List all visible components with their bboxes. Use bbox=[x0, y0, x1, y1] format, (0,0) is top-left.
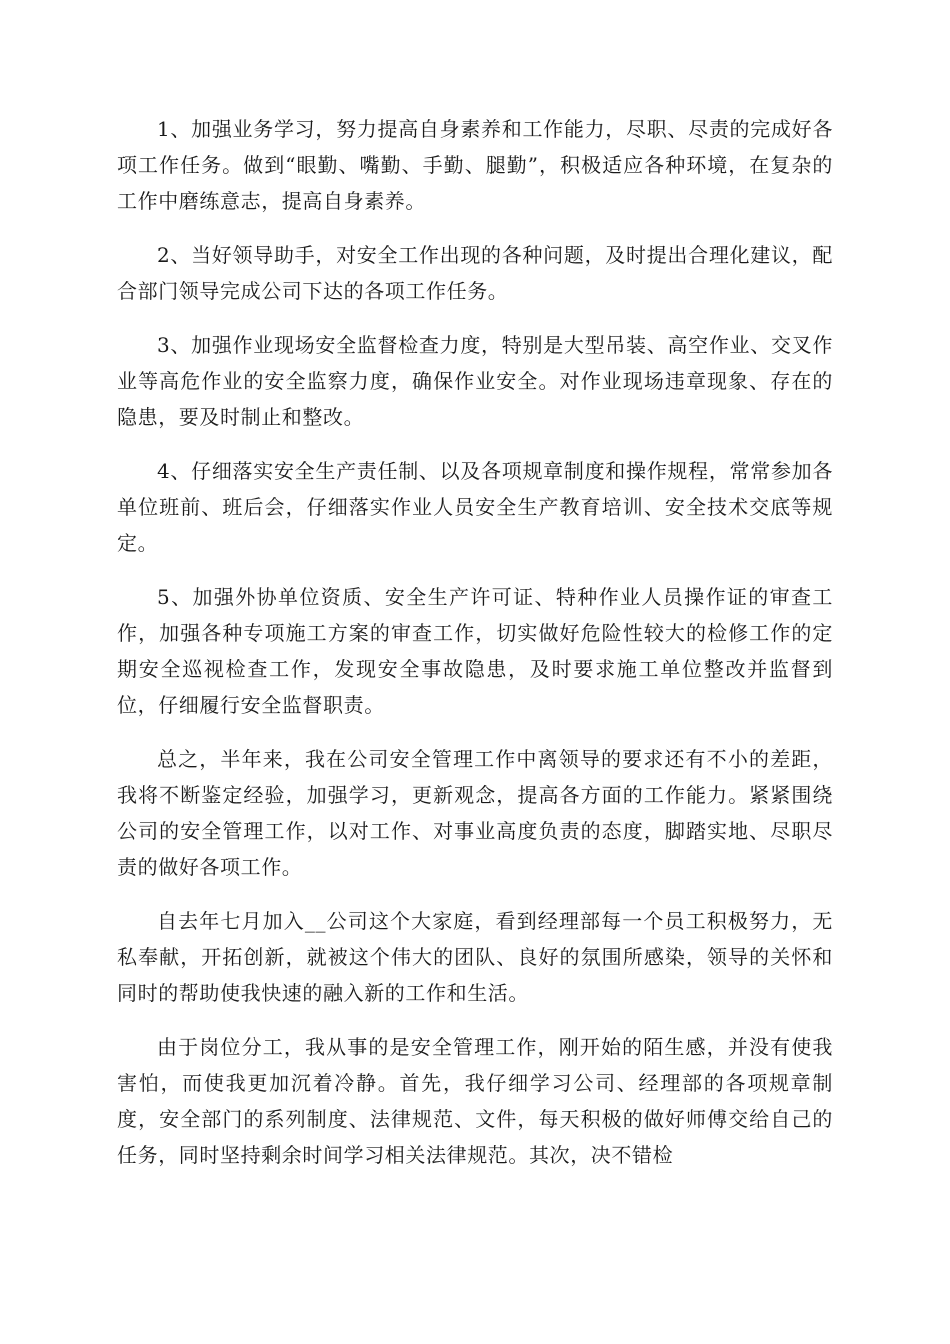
paragraph-4: 4、仔细落实安全生产责任制、以及各项规章制度和操作规程，常常参加各单位班前、班后会，仔细落实作业人员安全生产教育培训、安全技术交底等规定。 bbox=[117, 459, 833, 555]
paragraph-summary: 总之，半年来，我在公司安全管理工作中离领导的要求还有不小的差距，我将不断鉴定经验，加强学习，更新观念，提高各方面的工作能力。紧紧围绕公司的安全管理工作，以对工作、对事业高度负责的态度，脚踏实地、尽职尽责的做好各项工作。 bbox=[117, 747, 833, 879]
paragraph-role: 由于岗位分工，我从事的是安全管理工作，刚开始的陌生感，并没有使我害怕，而使我更加沉着冷静。首先，我仔细学习公司、经理部的各项规章制度，安全部门的系列制度、法律规范、文件，每天积极的做好师傅交给自己的任务，同时坚持剩余时间学习相关法律规范。其次，决不错检 bbox=[117, 1035, 833, 1167]
paragraph-joining: 自去年七月加入__公司这个大家庭，看到经理部每一个员工积极努力，无私奉献，开拓创新，就被这个伟大的团队、良好的氛围所感染，领导的关怀和同时的帮助使我快速的融入新的工作和生活。 bbox=[117, 909, 833, 1005]
document-body bbox=[117, 111, 833, 1191]
paragraph-3: 3、加强作业现场安全监督检查力度，特别是大型吊装、高空作业、交叉作业等高危作业的安全监察力度，确保作业安全。对作业现场违章现象、存在的隐患，要及时制止和整改。 bbox=[117, 333, 833, 429]
paragraph-2: 2、当好领导助手，对安全工作出现的各种问题，及时提出合理化建议，配合部门领导完成公司下达的各项工作任务。 bbox=[117, 243, 833, 303]
paragraph-5: 5、加强外协单位资质、安全生产许可证、特种作业人员操作证的审查工作，加强各种专项施工方案的审查工作，切实做好危险性较大的检修工作的定期安全巡视检查工作，发现安全事故隐患，及时要求施工单位整改并监督到位，仔细履行安全监督职责。 bbox=[117, 585, 833, 717]
paragraph-1: 1、加强业务学习，努力提高自身素养和工作能力，尽职、尽责的完成好各项工作任务。做到“眼勤、嘴勤、手勤、腿勤”，积极适应各种环境，在复杂的工作中磨练意志，提高自身素养。 bbox=[117, 117, 833, 213]
